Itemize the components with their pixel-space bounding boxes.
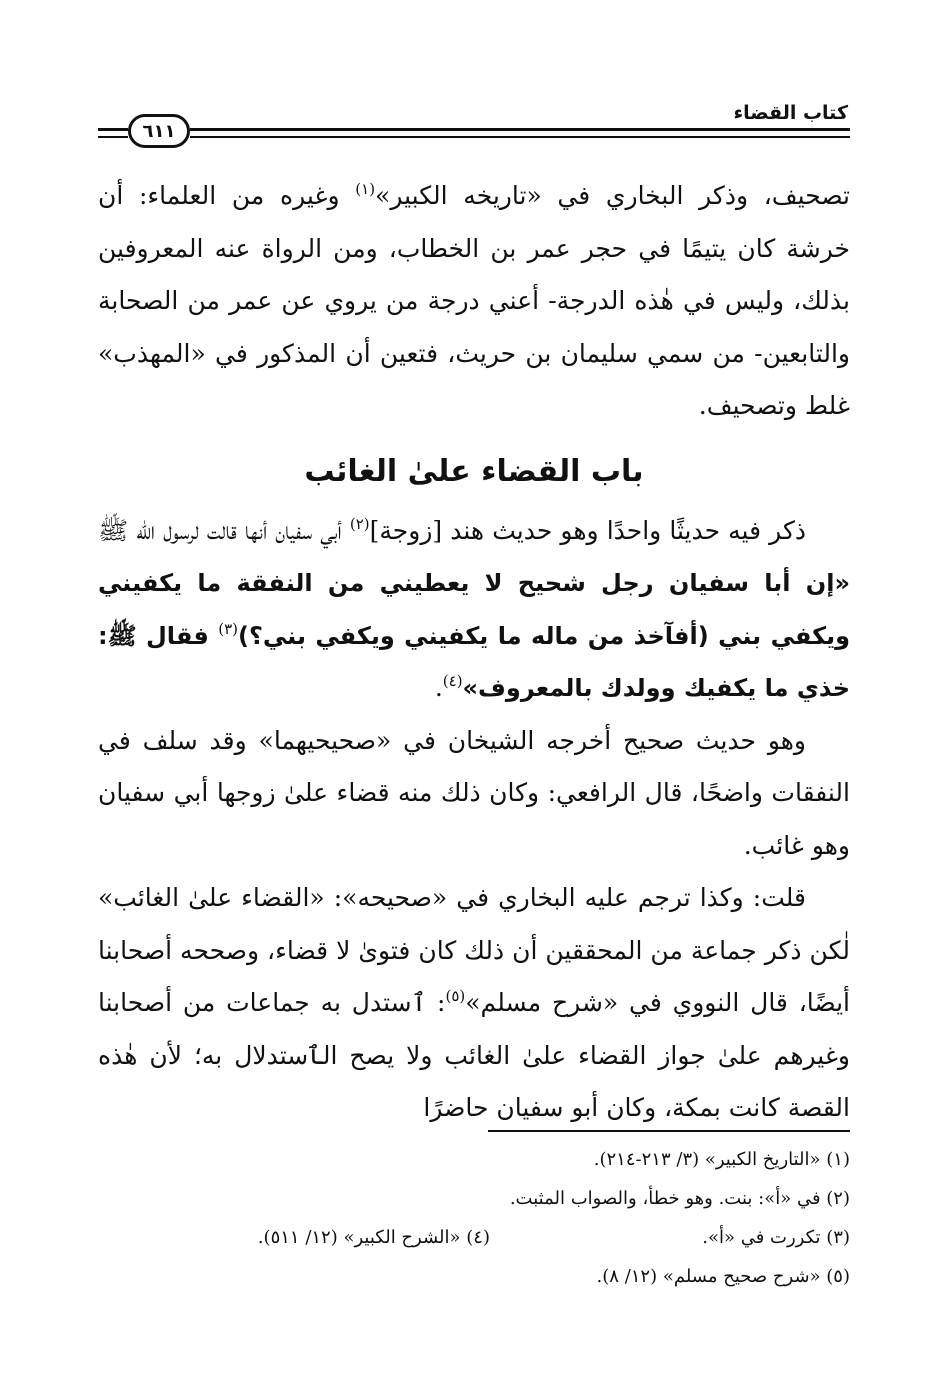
body-text: [98, 170, 850, 1135]
paragraph-1: تصحيف، وذكر البخاري في «تاريخه الكبير»$^{(١)}$ وغيره من العلماء: أن خرشة كان يتيمًا في حجر عمر بن الخطاب، ومن الرواة عنه المعروفين بذلك، وليس في هٰذه الدرجة- أعني درجة من يروي عن عمر من الصحابة والتابعين- من سمي سليمان بن حريث، فتعين أن المذكور في «المهذب» غلط وتصحيف.: [98, 180, 850, 420]
footnotes: [98, 1140, 850, 1296]
section-heading: باب القضاء علىٰ الغائب: [304, 453, 644, 489]
footnote-ref-3: (٣): [218, 619, 238, 638]
footnote-2: (٢) في «أ»: بنت. وهو خطأ، والصواب المثبت.: [509, 1188, 850, 1209]
footnote-5: (٥) «شرح صحيح مسلم» (١٢/ ٨).: [596, 1266, 850, 1287]
footnote-ref-4: (٤): [442, 672, 463, 690]
paragraph-4: قلت: وكذا ترجم عليه البخاري في «صحيحه»: «القضاء علىٰ الغائب» لٰكن ذكر جماعة من المحققين أن ذلك كان فتوىٰ لا قضاء، وصححه أصحابنا أيضًا، قال النووي في «شرح مسلم»$^{(٥)}$: ٱستدل به جماعات من أصحابنا وغيرهم علىٰ جواز القضاء علىٰ الغائب ولا يصح الٱستدلال به؛ لأن هٰذه القصة كانت بمكة، وكان أبو سفيان حاضرًا: [98, 883, 850, 1122]
book-title: كتاب القضاء: [733, 102, 848, 124]
header-rule-left-thick: [98, 128, 128, 131]
footnote-ref-1: (١): [355, 180, 376, 198]
footnote-4: (٤) «الشرح الكبير» (١٢/ ٥١١).: [257, 1227, 490, 1248]
paragraph-3: وهو حديث صحيح أخرجه الشيخان في «صحيحيهما» وقد سلف في النفقات واضحًا، قال الرافعي: وكان ذلك منه قضاء علىٰ زوجها أبي سفيان وهو غائب.: [98, 725, 850, 860]
running-header: [98, 98, 850, 158]
footnote-ref-5: (٥): [445, 987, 466, 1005]
footnote-3: (٣) تكررت في «أ».: [702, 1227, 850, 1248]
footnote-separator: [488, 1130, 850, 1132]
header-rule-thin: [190, 136, 850, 138]
footnote-ref-2: (٢): [349, 514, 370, 533]
hadith-quote-continued: فقال ﷺ: خذي ما يكفيك وولدك بالمعروف»: [98, 621, 850, 702]
footnote-row-3-4: [98, 1218, 850, 1257]
header-rule-left-thin: [98, 136, 128, 138]
page-number: ٦١١: [128, 114, 190, 148]
footnote-1: (١) «التاريخ الكبير» (٣/ ٢١٣-٢١٤).: [593, 1149, 850, 1170]
paragraph-2: ذكر فيه حديثًا واحدًا وهو حديث هند [زوجة]$^{(٢)}$ أبي سفيان أنها قالت لرسول الله ﷺ «إن أبا سفيان رجل شحيح لا يعطيني من النفقة ما يكفيني ويكفي بني (أفآخذ من ماله ما يكفيني ويكفي بني؟)$^{(٣)}$ فقال ﷺ: خذي ما يكفيك وولدك بالمعروف»$^{(٤)}$.: [98, 514, 851, 702]
header-rule-thick: [190, 128, 850, 131]
hadith-quote: «إن أبا سفيان رجل شحيح لا يعطيني من النفقة ما يكفيني ويكفي بني (أفآخذ من ماله ما يكفيني ويكفي بني؟): [98, 569, 851, 650]
